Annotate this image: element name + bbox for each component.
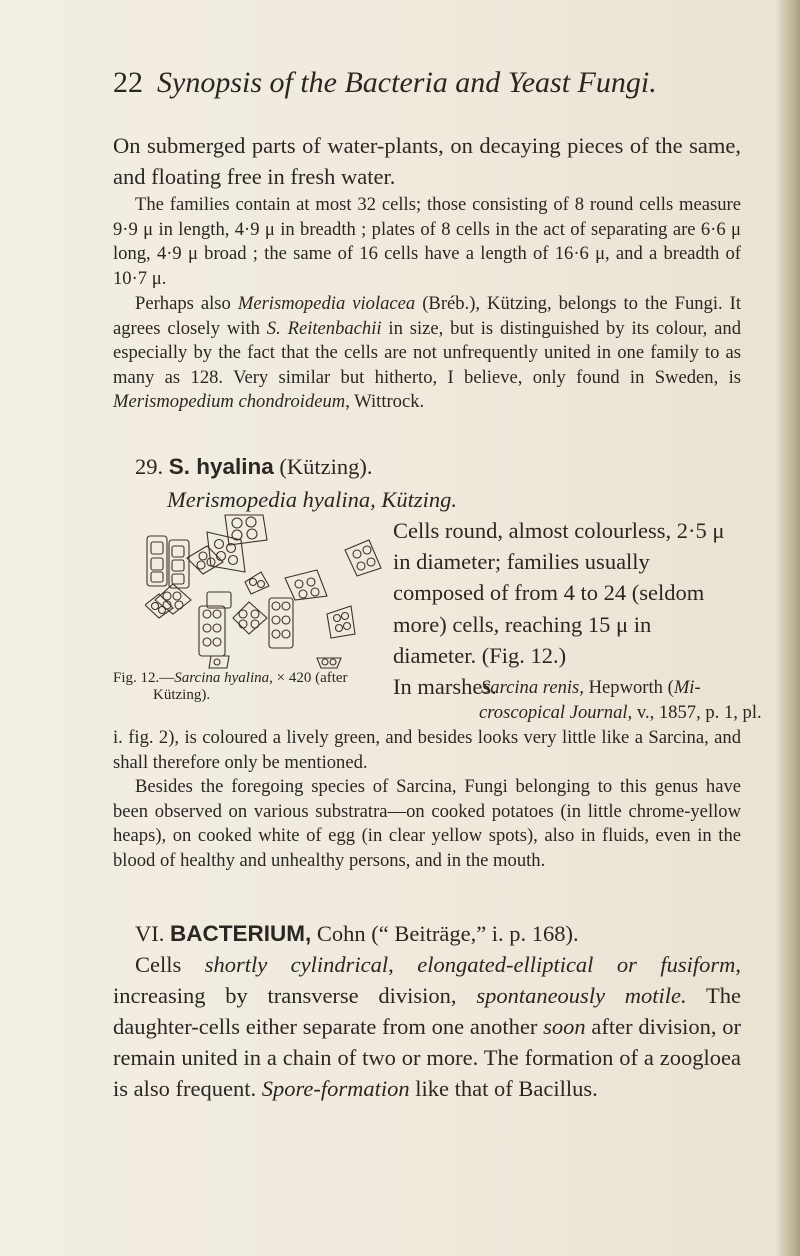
cell-family-diamond-center — [233, 572, 269, 634]
perhaps-i2: S. Reitenbachii — [266, 317, 382, 339]
habitat-marshes: In marshes. — [393, 674, 497, 700]
genus-citation: Cohn (“ Beiträge,” i. p. 168). — [311, 921, 579, 946]
journal-part-a: Mi- — [673, 677, 701, 698]
genus-i3: spontaneously motile. — [476, 983, 687, 1008]
cell-family-tetrad — [207, 515, 267, 572]
figure-reference: (Fig. 12.) — [481, 642, 567, 668]
sarcina-renis-text: i. fig. 2), is coloured a lively green, and besides looks very little like a Sarcina, and shall therefore only be mentioned. — [113, 727, 741, 773]
cell-family-diamond-left — [145, 584, 191, 618]
species-synonym: Merismopedia hyalina, Kützing. — [167, 487, 457, 512]
genus-t4: The daughter-cells either separate from one another — [113, 983, 741, 1039]
journal-part-b: croscopical Journal, — [479, 702, 633, 723]
genus-i2: elongated-elliptical or fusiform — [417, 952, 736, 977]
species-description — [393, 515, 739, 702]
families-text: The families contain at most 32 cells; those consisting of 8 round cells measure 9·9 μ in length, 4·9 μ in breadth ; plates of 8 cells in the act of separating are 6·6 μ long, 4·9 μ broad ; the same of 16 cells have a length of 16·6 μ, and a breadth of 10·7 μ. — [113, 194, 741, 289]
sarcina-renis-line1 — [481, 676, 701, 701]
perhaps-i3: Merismopedium chondroideum — [113, 391, 346, 412]
perhaps-text — [113, 292, 741, 415]
caption-rest: × 420 (after — [272, 670, 348, 686]
besides-paragraph — [113, 775, 741, 873]
perhaps-t4: , Wittrock. — [345, 391, 425, 412]
genus-i5: Spore-formation — [261, 1076, 410, 1101]
species-name: S. hyalina — [168, 454, 274, 479]
sarcina-renis-author: Hepworth ( — [583, 677, 674, 698]
genus-i4: soon — [543, 1014, 586, 1039]
genus-numeral: VI. — [135, 921, 165, 946]
sarcina-renis-line2 — [479, 701, 762, 726]
species-heading — [135, 451, 373, 482]
genus-t6: like that of Bacillus. — [409, 1076, 598, 1101]
cell-family-diamond-mid — [187, 546, 223, 574]
running-title: Synopsis of the Bacteria and Yeast Fungi. — [157, 66, 657, 99]
genus-t2: , — [388, 952, 418, 977]
species-authority: (Kützing). — [279, 454, 373, 479]
figure-caption — [113, 670, 413, 704]
cell-family-square-row — [199, 592, 231, 668]
genus-section — [113, 918, 741, 1104]
page-number: 22 — [113, 66, 143, 99]
page-edge — [782, 0, 800, 1256]
genus-heading — [113, 918, 741, 949]
cell-family-far-right — [317, 540, 381, 668]
genus-name: BACTERIUM, — [170, 921, 312, 946]
sarcina-renis-continuation — [113, 726, 741, 775]
caption-species: Sarcina hyalina, — [174, 670, 273, 686]
genus-t1: Cells — [135, 952, 205, 977]
sarcina-renis-name: Sarcina renis, — [481, 677, 584, 698]
sarcina-renis-citation: v., 1857, p. 1, pl. — [632, 702, 762, 723]
perhaps-i1: Merismopedia violacea — [237, 293, 416, 314]
species-description-text — [393, 515, 739, 671]
perhaps-t2: (Bréb.), Kützing, belongs to the Fungi. It agrees closely with — [113, 293, 742, 339]
genus-t5: after division, or remain united in a chain of two or more. The formation of a zoogloea is also frequent. — [113, 1014, 741, 1101]
genus-i1: shortly cylindrical — [204, 952, 389, 977]
perhaps-t3: in size, but is distinguished by its colour, and especially by the fact that the cells are not unfrequently united in one family to as many as 128. Very similar but hitherto, I believe, only found in Sweden, is — [113, 317, 742, 388]
cell-family-plate — [147, 536, 189, 588]
families-paragraph — [113, 193, 741, 291]
habitat-text: On submerged parts of water-plants, on decaying pieces of the same, and floating free in fresh water. — [113, 133, 741, 189]
genus-description — [113, 949, 741, 1104]
besides-text: Besides the foregoing species of Sarcina, Fungi belonging to this genus have been observed on various substratra—on cooked potatoes (in little chrome-yellow heaps), on cooked white of egg (in clear yellow spots), also in fluids, even in the blood of healthy and unhealthy persons, and in the mouth. — [113, 776, 741, 871]
desc-part-a: Cells round, almost colourless, 2·5 μ in diameter; families usually composed of from 4 to 24 (seldom more) cells, reaching 15 μ in diameter. — [393, 518, 725, 668]
genus-t3: , increasing by transverse division, — [113, 952, 741, 1008]
figure-12-illustration — [145, 510, 385, 670]
running-header — [113, 66, 713, 100]
perhaps-paragraph — [113, 292, 741, 415]
cell-family-right-stack — [269, 570, 327, 648]
species-number: 29. — [135, 454, 164, 479]
caption-line2: Kützing). — [153, 687, 211, 703]
caption-prefix: Fig. 12.— — [113, 670, 175, 686]
habitat-paragraph — [113, 130, 741, 192]
perhaps-t1: Perhaps also — [135, 293, 238, 314]
